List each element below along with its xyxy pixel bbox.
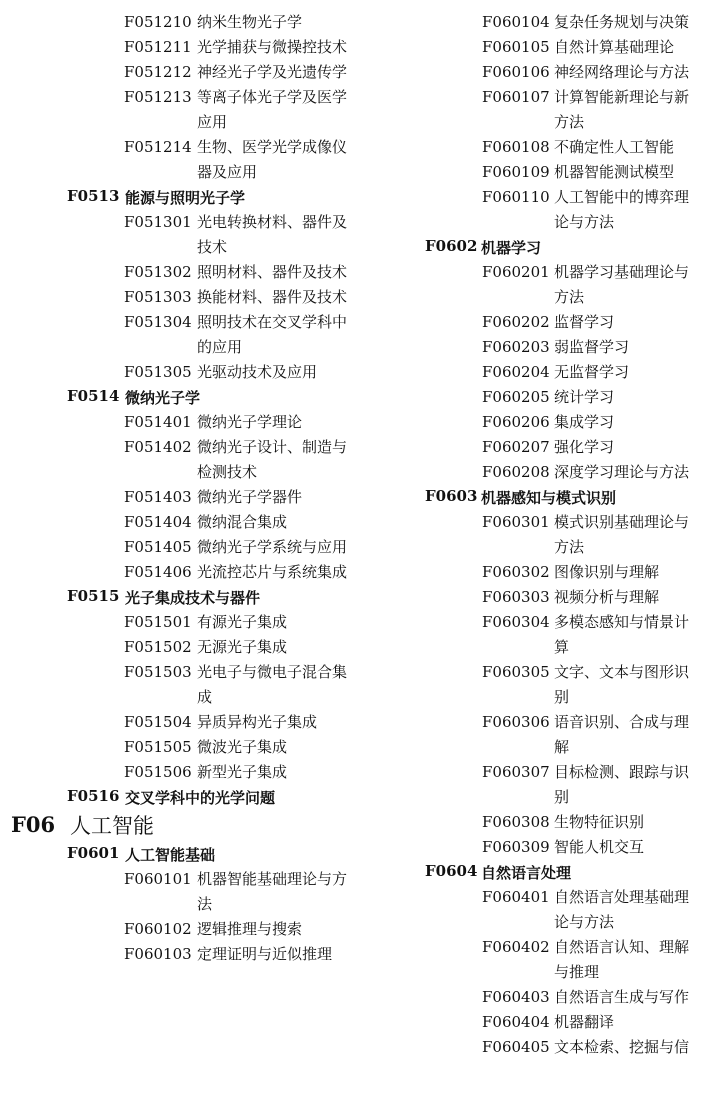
right-group-heading <box>362 485 720 510</box>
right-entry <box>362 335 720 360</box>
entry-code: F060405 <box>482 1038 550 1056</box>
left-group-heading <box>0 385 360 410</box>
left-entry <box>0 660 360 710</box>
left-group-heading <box>0 185 360 210</box>
entry-code: F060203 <box>482 338 550 356</box>
entry-label: 计算智能新理论与新方法 <box>554 88 690 131</box>
entry-code: F060107 <box>482 88 550 106</box>
right-entry <box>362 60 720 85</box>
right-entry <box>362 385 720 410</box>
entry-code: F060206 <box>482 413 550 431</box>
left-entry <box>0 60 360 85</box>
entry-label: 微纳光子学系统与应用 <box>197 538 348 556</box>
entry-label: 生物、医学光学成像仪器及应用 <box>197 138 348 181</box>
entry-label: 弱监督学习 <box>554 338 630 356</box>
entry-code: F051210 <box>124 13 192 31</box>
group-heading-label: 微纳光子学 <box>125 389 201 407</box>
group-heading-code: F0604 <box>425 862 478 880</box>
right-entry <box>362 1035 720 1060</box>
entry-code: F051405 <box>124 538 192 556</box>
section-heading-code: F06 <box>11 812 56 837</box>
left-entry <box>0 35 360 60</box>
entry-label: 等离子体光子学及医学应用 <box>197 88 348 131</box>
entry-code: F060110 <box>482 188 550 206</box>
left-entry <box>0 485 360 510</box>
entry-label: 无监督学习 <box>554 363 630 381</box>
entry-code: F060105 <box>482 38 550 56</box>
entry-code: F060306 <box>482 713 550 731</box>
right-entry <box>362 260 720 310</box>
entry-code: F051302 <box>124 263 192 281</box>
entry-label: 逻辑推理与搜索 <box>197 920 303 938</box>
entry-label: 自然计算基础理论 <box>554 38 675 56</box>
entry-label: 照明材料、器件及技术 <box>197 263 348 281</box>
right-entry <box>362 835 720 860</box>
left-entry <box>0 260 360 285</box>
entry-code: F060309 <box>482 838 550 856</box>
entry-label: 多模态感知与情景计算 <box>554 613 690 656</box>
right-entry <box>362 585 720 610</box>
entry-label: 光流控芯片与系统集成 <box>197 563 348 581</box>
entry-label: 自然语言处理基础理论与方法 <box>554 888 690 931</box>
group-heading-label: 机器学习 <box>481 239 542 257</box>
left-entry <box>0 735 360 760</box>
group-heading-label: 机器感知与模式识别 <box>481 489 617 507</box>
section-heading-label: 人工智能 <box>70 814 154 838</box>
right-entry <box>362 460 720 485</box>
entry-label: 光驱动技术及应用 <box>197 363 318 381</box>
entry-code: F060104 <box>482 13 550 31</box>
left-entry <box>0 710 360 735</box>
group-heading-code: F0515 <box>67 587 120 605</box>
entry-code: F060106 <box>482 63 550 81</box>
right-entry <box>362 135 720 160</box>
right-entry <box>362 1010 720 1035</box>
entry-code: F060109 <box>482 163 550 181</box>
right-entry <box>362 810 720 835</box>
group-heading-code: F0602 <box>425 237 478 255</box>
entry-code: F060204 <box>482 363 550 381</box>
right-group-heading <box>362 235 720 260</box>
entry-code: F060304 <box>482 613 550 631</box>
left-entry <box>0 85 360 135</box>
entry-label: 强化学习 <box>554 438 615 456</box>
entry-code: F051404 <box>124 513 192 531</box>
left-group-heading <box>0 785 360 810</box>
right-entry <box>362 985 720 1010</box>
entry-code: F051402 <box>124 438 192 456</box>
left-entry <box>0 942 360 967</box>
entry-label: 自然语言认知、理解与推理 <box>554 938 690 981</box>
left-entry <box>0 510 360 535</box>
entry-code: F051211 <box>124 38 192 56</box>
group-heading-label: 交叉学科中的光学问题 <box>125 789 276 807</box>
entry-label: 光电转换材料、器件及技术 <box>197 213 348 256</box>
entry-code: F060201 <box>482 263 550 281</box>
left-entry <box>0 917 360 942</box>
left-group-heading <box>0 585 360 610</box>
entry-label: 微纳光子学器件 <box>197 488 303 506</box>
entry-code: F060301 <box>482 513 550 531</box>
entry-code: F051213 <box>124 88 192 106</box>
entry-label: 生物特征识别 <box>554 813 645 831</box>
right-entry <box>362 35 720 60</box>
entry-code: F060103 <box>124 945 192 963</box>
entry-label: 智能人机交互 <box>554 838 645 856</box>
left-entry <box>0 535 360 560</box>
entry-label: 统计学习 <box>554 388 615 406</box>
entry-label: 视频分析与理解 <box>554 588 660 606</box>
entry-label: 深度学习理论与方法 <box>554 463 690 481</box>
entry-label: 复杂任务规划与决策 <box>554 13 690 31</box>
entry-label: 微纳混合集成 <box>197 513 288 531</box>
entry-code: F060202 <box>482 313 550 331</box>
entry-code: F060305 <box>482 663 550 681</box>
entry-label: 文本检索、挖掘与信 <box>554 1038 690 1056</box>
entry-label: 微波光子集成 <box>197 738 288 756</box>
entry-code: F051505 <box>124 738 192 756</box>
right-entry <box>362 410 720 435</box>
left-entry <box>0 360 360 385</box>
right-entry <box>362 360 720 385</box>
entry-code: F051506 <box>124 763 192 781</box>
right-entry <box>362 660 720 710</box>
entry-code: F060402 <box>482 938 550 956</box>
entry-label: 文字、文本与图形识别 <box>554 663 690 706</box>
left-entry <box>0 310 360 360</box>
left-entry <box>0 210 360 260</box>
entry-code: F051501 <box>124 613 192 631</box>
entry-code: F060108 <box>482 138 550 156</box>
group-heading-code: F0601 <box>67 844 120 862</box>
right-column <box>362 10 720 1060</box>
group-heading-label: 自然语言处理 <box>481 864 572 882</box>
group-heading-code: F0514 <box>67 387 120 405</box>
right-entry <box>362 185 720 235</box>
group-heading-label: 人工智能基础 <box>125 846 216 864</box>
entry-label: 监督学习 <box>554 313 615 331</box>
left-entry <box>0 610 360 635</box>
right-entry <box>362 160 720 185</box>
entry-label: 定理证明与近似推理 <box>197 945 333 963</box>
entry-code: F060208 <box>482 463 550 481</box>
entry-label: 机器智能基础理论与方法 <box>197 870 348 913</box>
entry-code: F060403 <box>482 988 550 1006</box>
entry-code: F060308 <box>482 813 550 831</box>
entry-label: 微纳光子学理论 <box>197 413 303 431</box>
entry-code: F051303 <box>124 288 192 306</box>
entry-label: 模式识别基础理论与方法 <box>554 513 690 556</box>
entry-label: 无源光子集成 <box>197 638 288 656</box>
right-entry <box>362 85 720 135</box>
right-entry <box>362 760 720 810</box>
entry-code: F051403 <box>124 488 192 506</box>
entry-label: 新型光子集成 <box>197 763 288 781</box>
entry-code: F051214 <box>124 138 192 156</box>
entry-code: F060404 <box>482 1013 550 1031</box>
entry-code: F060207 <box>482 438 550 456</box>
entry-label: 光学捕获与微操控技术 <box>197 38 348 56</box>
entry-code: F060101 <box>124 870 192 888</box>
left-entry <box>0 635 360 660</box>
entry-label: 语音识别、合成与理解 <box>554 713 690 756</box>
right-entry <box>362 10 720 35</box>
right-entry <box>362 310 720 335</box>
left-group-heading <box>0 842 360 867</box>
entry-code: F060401 <box>482 888 550 906</box>
group-heading-code: F0603 <box>425 487 478 505</box>
entry-code: F051502 <box>124 638 192 656</box>
right-entry <box>362 935 720 985</box>
entry-code: F060102 <box>124 920 192 938</box>
left-entry <box>0 285 360 310</box>
right-entry <box>362 435 720 460</box>
right-entry <box>362 560 720 585</box>
entry-label: 机器翻译 <box>554 1013 615 1031</box>
right-entry <box>362 510 720 560</box>
left-entry <box>0 435 360 485</box>
entry-code: F060205 <box>482 388 550 406</box>
entry-label: 神经网络理论与方法 <box>554 63 690 81</box>
left-entry <box>0 760 360 785</box>
right-group-heading <box>362 860 720 885</box>
entry-code: F051301 <box>124 213 192 231</box>
right-entry <box>362 610 720 660</box>
entry-label: 微纳光子设计、制造与检测技术 <box>197 438 348 481</box>
left-section-heading <box>0 810 360 842</box>
entry-label: 有源光子集成 <box>197 613 288 631</box>
left-column <box>0 10 360 967</box>
entry-label: 神经光子学及光遗传学 <box>197 63 348 81</box>
entry-code: F051503 <box>124 663 192 681</box>
entry-label: 人工智能中的博弈理论与方法 <box>554 188 690 231</box>
entry-label: 照明技术在交叉学科中的应用 <box>197 313 348 356</box>
right-entry <box>362 885 720 935</box>
entry-code: F051305 <box>124 363 192 381</box>
entry-label: 异质异构光子集成 <box>197 713 318 731</box>
entry-label: 集成学习 <box>554 413 615 431</box>
entry-label: 机器学习基础理论与方法 <box>554 263 690 306</box>
left-entry <box>0 10 360 35</box>
entry-label: 不确定性人工智能 <box>554 138 675 156</box>
entry-code: F060303 <box>482 588 550 606</box>
entry-label: 目标检测、跟踪与识别 <box>554 763 690 806</box>
entry-label: 换能材料、器件及技术 <box>197 288 348 306</box>
entry-code: F051504 <box>124 713 192 731</box>
group-heading-label: 能源与照明光子学 <box>125 189 246 207</box>
left-entry <box>0 410 360 435</box>
entry-label: 图像识别与理解 <box>554 563 660 581</box>
left-entry <box>0 867 360 917</box>
left-entry <box>0 135 360 185</box>
group-heading-code: F0516 <box>67 787 120 805</box>
entry-code: F051212 <box>124 63 192 81</box>
entry-code: F060307 <box>482 763 550 781</box>
entry-label: 机器智能测试模型 <box>554 163 675 181</box>
entry-code: F051406 <box>124 563 192 581</box>
group-heading-label: 光子集成技术与器件 <box>125 589 261 607</box>
entry-label: 光电子与微电子混合集成 <box>197 663 348 706</box>
group-heading-code: F0513 <box>67 187 120 205</box>
left-entry <box>0 560 360 585</box>
entry-label: 自然语言生成与写作 <box>554 988 690 1006</box>
entry-code: F051401 <box>124 413 192 431</box>
entry-code: F060302 <box>482 563 550 581</box>
entry-label: 纳米生物光子学 <box>197 13 303 31</box>
right-entry <box>362 710 720 760</box>
entry-code: F051304 <box>124 313 192 331</box>
